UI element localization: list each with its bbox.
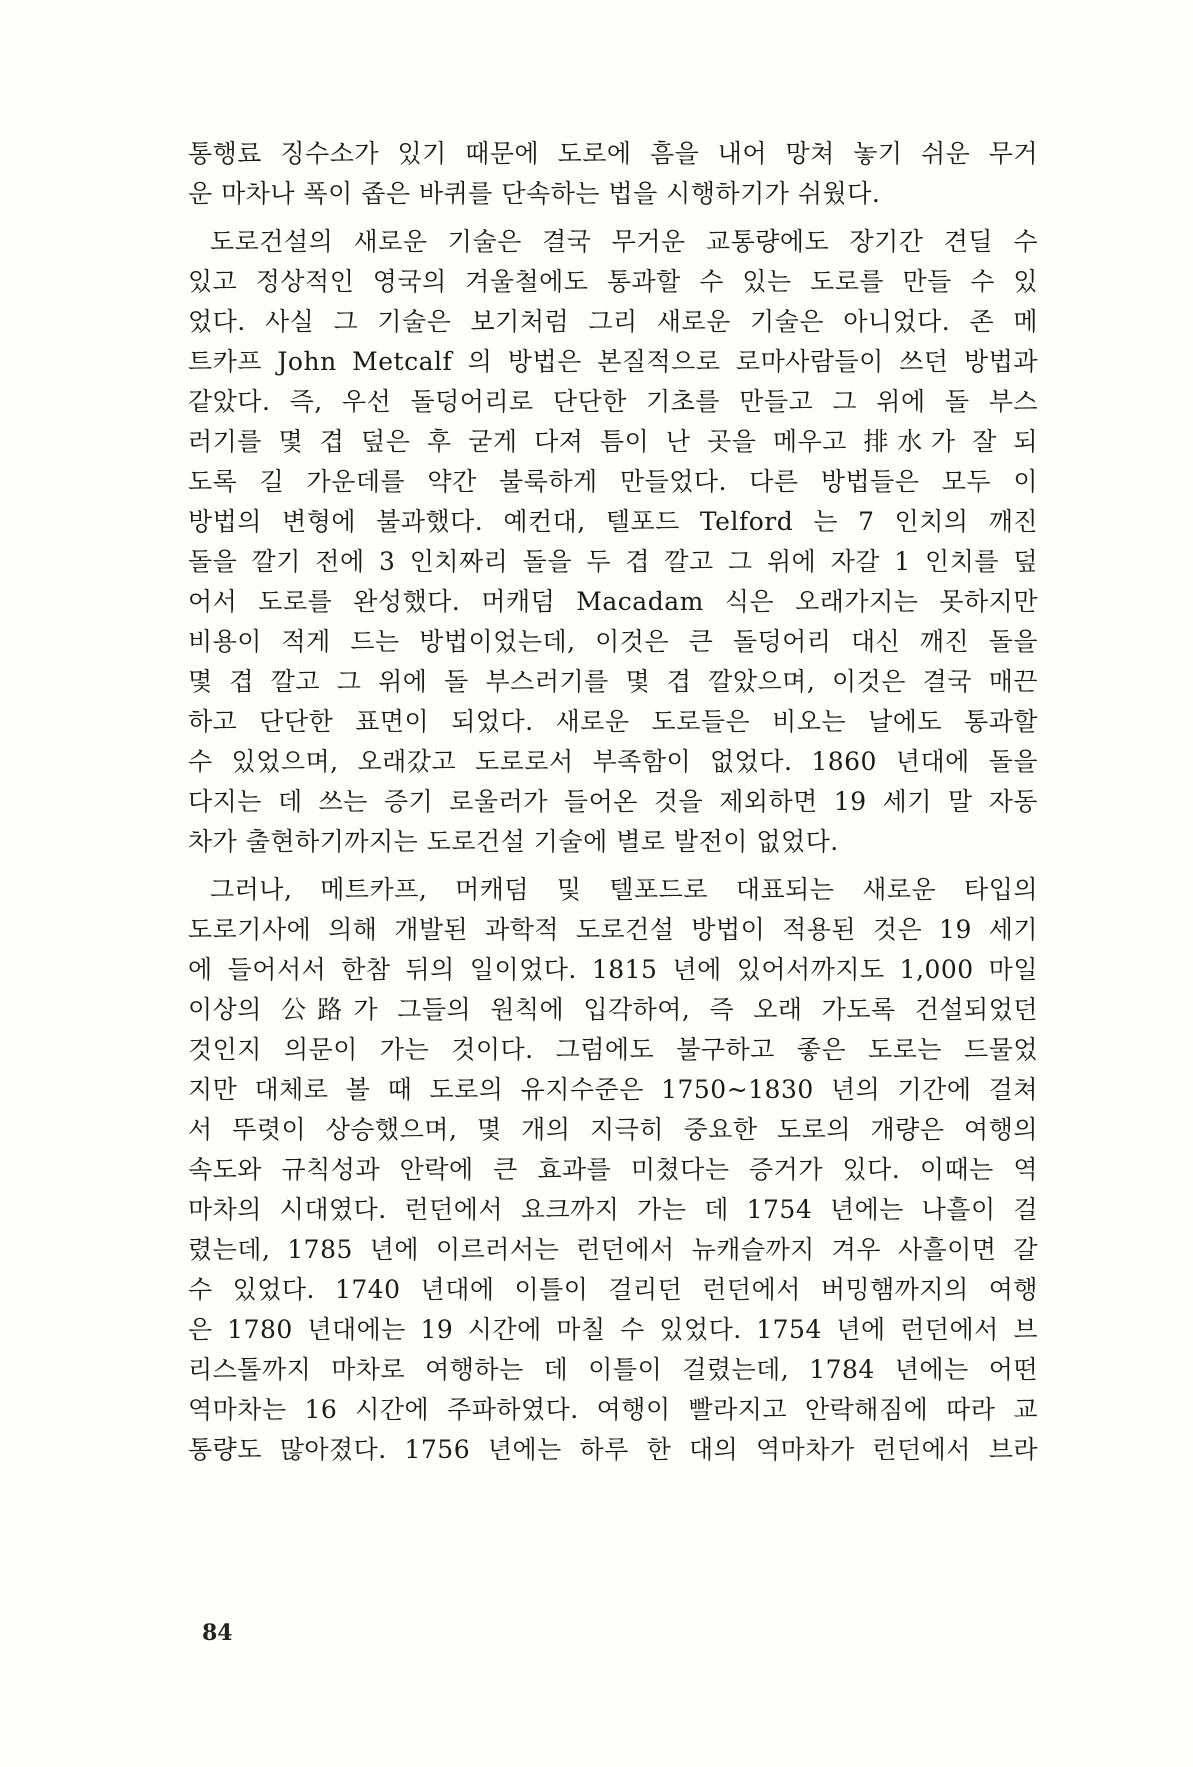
text-line: 속도와 규칙성과 안락에 큰 효과를 미쳤다는 증거가 있다. 이때는 역 bbox=[188, 1155, 1038, 1184]
text-line: 돌을 깔기 전에 3 인치짜리 돌을 두 겹 깔고 그 위에 자갈 1 인치를 덮 bbox=[188, 547, 1038, 576]
text-line: 지만 대체로 볼 때 도로의 유지수준은 1750~1830 년의 기간에 걸쳐 bbox=[188, 1075, 1038, 1104]
text-line: 비용이 적게 드는 방법이었는데, 이것은 큰 돌덩어리 대신 깨진 돌을 bbox=[188, 627, 1038, 656]
text-line: 수 있었다. 1740 년대에 이틀이 걸리던 런던에서 버밍햄까지의 여행 bbox=[188, 1275, 1038, 1304]
text-line: 수 있었으며, 오래갔고 도로로서 부족함이 없었다. 1860 년대에 돌을 bbox=[188, 747, 1038, 776]
text-line: 운 마차나 폭이 좁은 바퀴를 단속하는 법을 시행하기가 쉬웠다. bbox=[188, 179, 881, 208]
text-line: 리스톨까지 마차로 여행하는 데 이틀이 걸렸는데, 1784 년에는 어떤 bbox=[188, 1355, 1038, 1384]
text-line: 은 1780 년대에는 19 시간에 마칠 수 있었다. 1754 년에 런던에서 브 bbox=[188, 1315, 1038, 1344]
text-line: 도로기사에 의해 개발된 과학적 도로건설 방법이 적용된 것은 19 세기 bbox=[188, 915, 1038, 944]
text-line: 러기를 몇 겹 덮은 후 굳게 다져 틈이 난 곳을 메우고 排水가 잘 되 bbox=[188, 427, 1038, 456]
text-line: 몇 겹 깔고 그 위에 돌 부스러기를 몇 겹 깔았으며, 이것은 결국 매끈 bbox=[188, 667, 1038, 696]
text-line: 도록 길 가운데를 약간 불룩하게 만들었다. 다른 방법들은 모두 이 bbox=[188, 467, 1038, 496]
text-line: 어서 도로를 완성했다. 머캐덤 Macadam 식은 오래가지는 못하지만 bbox=[188, 587, 1038, 616]
paragraph-start-line: 도로건설의 새로운 기술은 결국 무거운 교통량에도 장기간 견딜 수 bbox=[210, 227, 1038, 256]
text-line: 트카프 John Metcalf 의 방법은 본질적으로 로마사람들이 쓰던 방법과 bbox=[188, 347, 1038, 376]
text-line: 방법의 변형에 불과했다. 예컨대, 텔포드 Telford 는 7 인치의 깨진 bbox=[188, 507, 1038, 536]
paragraph-start-line: 그러나, 메트카프, 머캐덤 및 텔포드로 대표되는 새로운 타입의 bbox=[210, 875, 1038, 904]
text-line: 마차의 시대였다. 런던에서 요크까지 가는 데 1754 년에는 나흘이 걸 bbox=[188, 1195, 1038, 1224]
text-line: 었다. 사실 그 기술은 보기처럼 그리 새로운 기술은 아니었다. 존 메 bbox=[188, 307, 1038, 336]
text-line: 차가 출현하기까지는 도로건설 기술에 별로 발전이 없었다. bbox=[188, 827, 839, 856]
text-line: 하고 단단한 표면이 되었다. 새로운 도로들은 비오는 날에도 통과할 bbox=[188, 707, 1038, 736]
text-line: 것인지 의문이 가는 것이다. 그럼에도 불구하고 좋은 도로는 드물었 bbox=[188, 1035, 1038, 1064]
text-line: 있고 정상적인 영국의 겨울철에도 통과할 수 있는 도로를 만들 수 있 bbox=[188, 267, 1038, 296]
text-line: 이상의 公路가 그들의 원칙에 입각하여, 즉 오래 가도록 건설되었던 bbox=[188, 995, 1038, 1024]
text-line: 역마차는 16 시간에 주파하였다. 여행이 빨라지고 안락해짐에 따라 교 bbox=[188, 1395, 1038, 1424]
text-line: 렸는데, 1785 년에 이르러서는 런던에서 뉴캐슬까지 겨우 사흘이면 갈 bbox=[188, 1235, 1038, 1264]
text-line: 다지는 데 쓰는 증기 로울러가 들어온 것을 제외하면 19 세기 말 자동 bbox=[188, 787, 1038, 816]
text-line: 통량도 많아졌다. 1756 년에는 하루 한 대의 역마차가 런던에서 브라 bbox=[188, 1435, 1038, 1464]
text-line: 에 들어서서 한참 뒤의 일이었다. 1815 년에 있어서까지도 1,000 마일 bbox=[188, 955, 1038, 984]
page-number: 84 bbox=[202, 1620, 233, 1646]
text-line: 통행료 징수소가 있기 때문에 도로에 흠을 내어 망쳐 놓기 쉬운 무거 bbox=[188, 139, 1038, 168]
text-line: 같았다. 즉, 우선 돌덩어리로 단단한 기초를 만들고 그 위에 돌 부스 bbox=[188, 387, 1038, 416]
text-line: 서 뚜렷이 상승했으며, 몇 개의 지극히 중요한 도로의 개량은 여행의 bbox=[188, 1115, 1038, 1144]
body-text bbox=[188, 134, 1038, 1470]
